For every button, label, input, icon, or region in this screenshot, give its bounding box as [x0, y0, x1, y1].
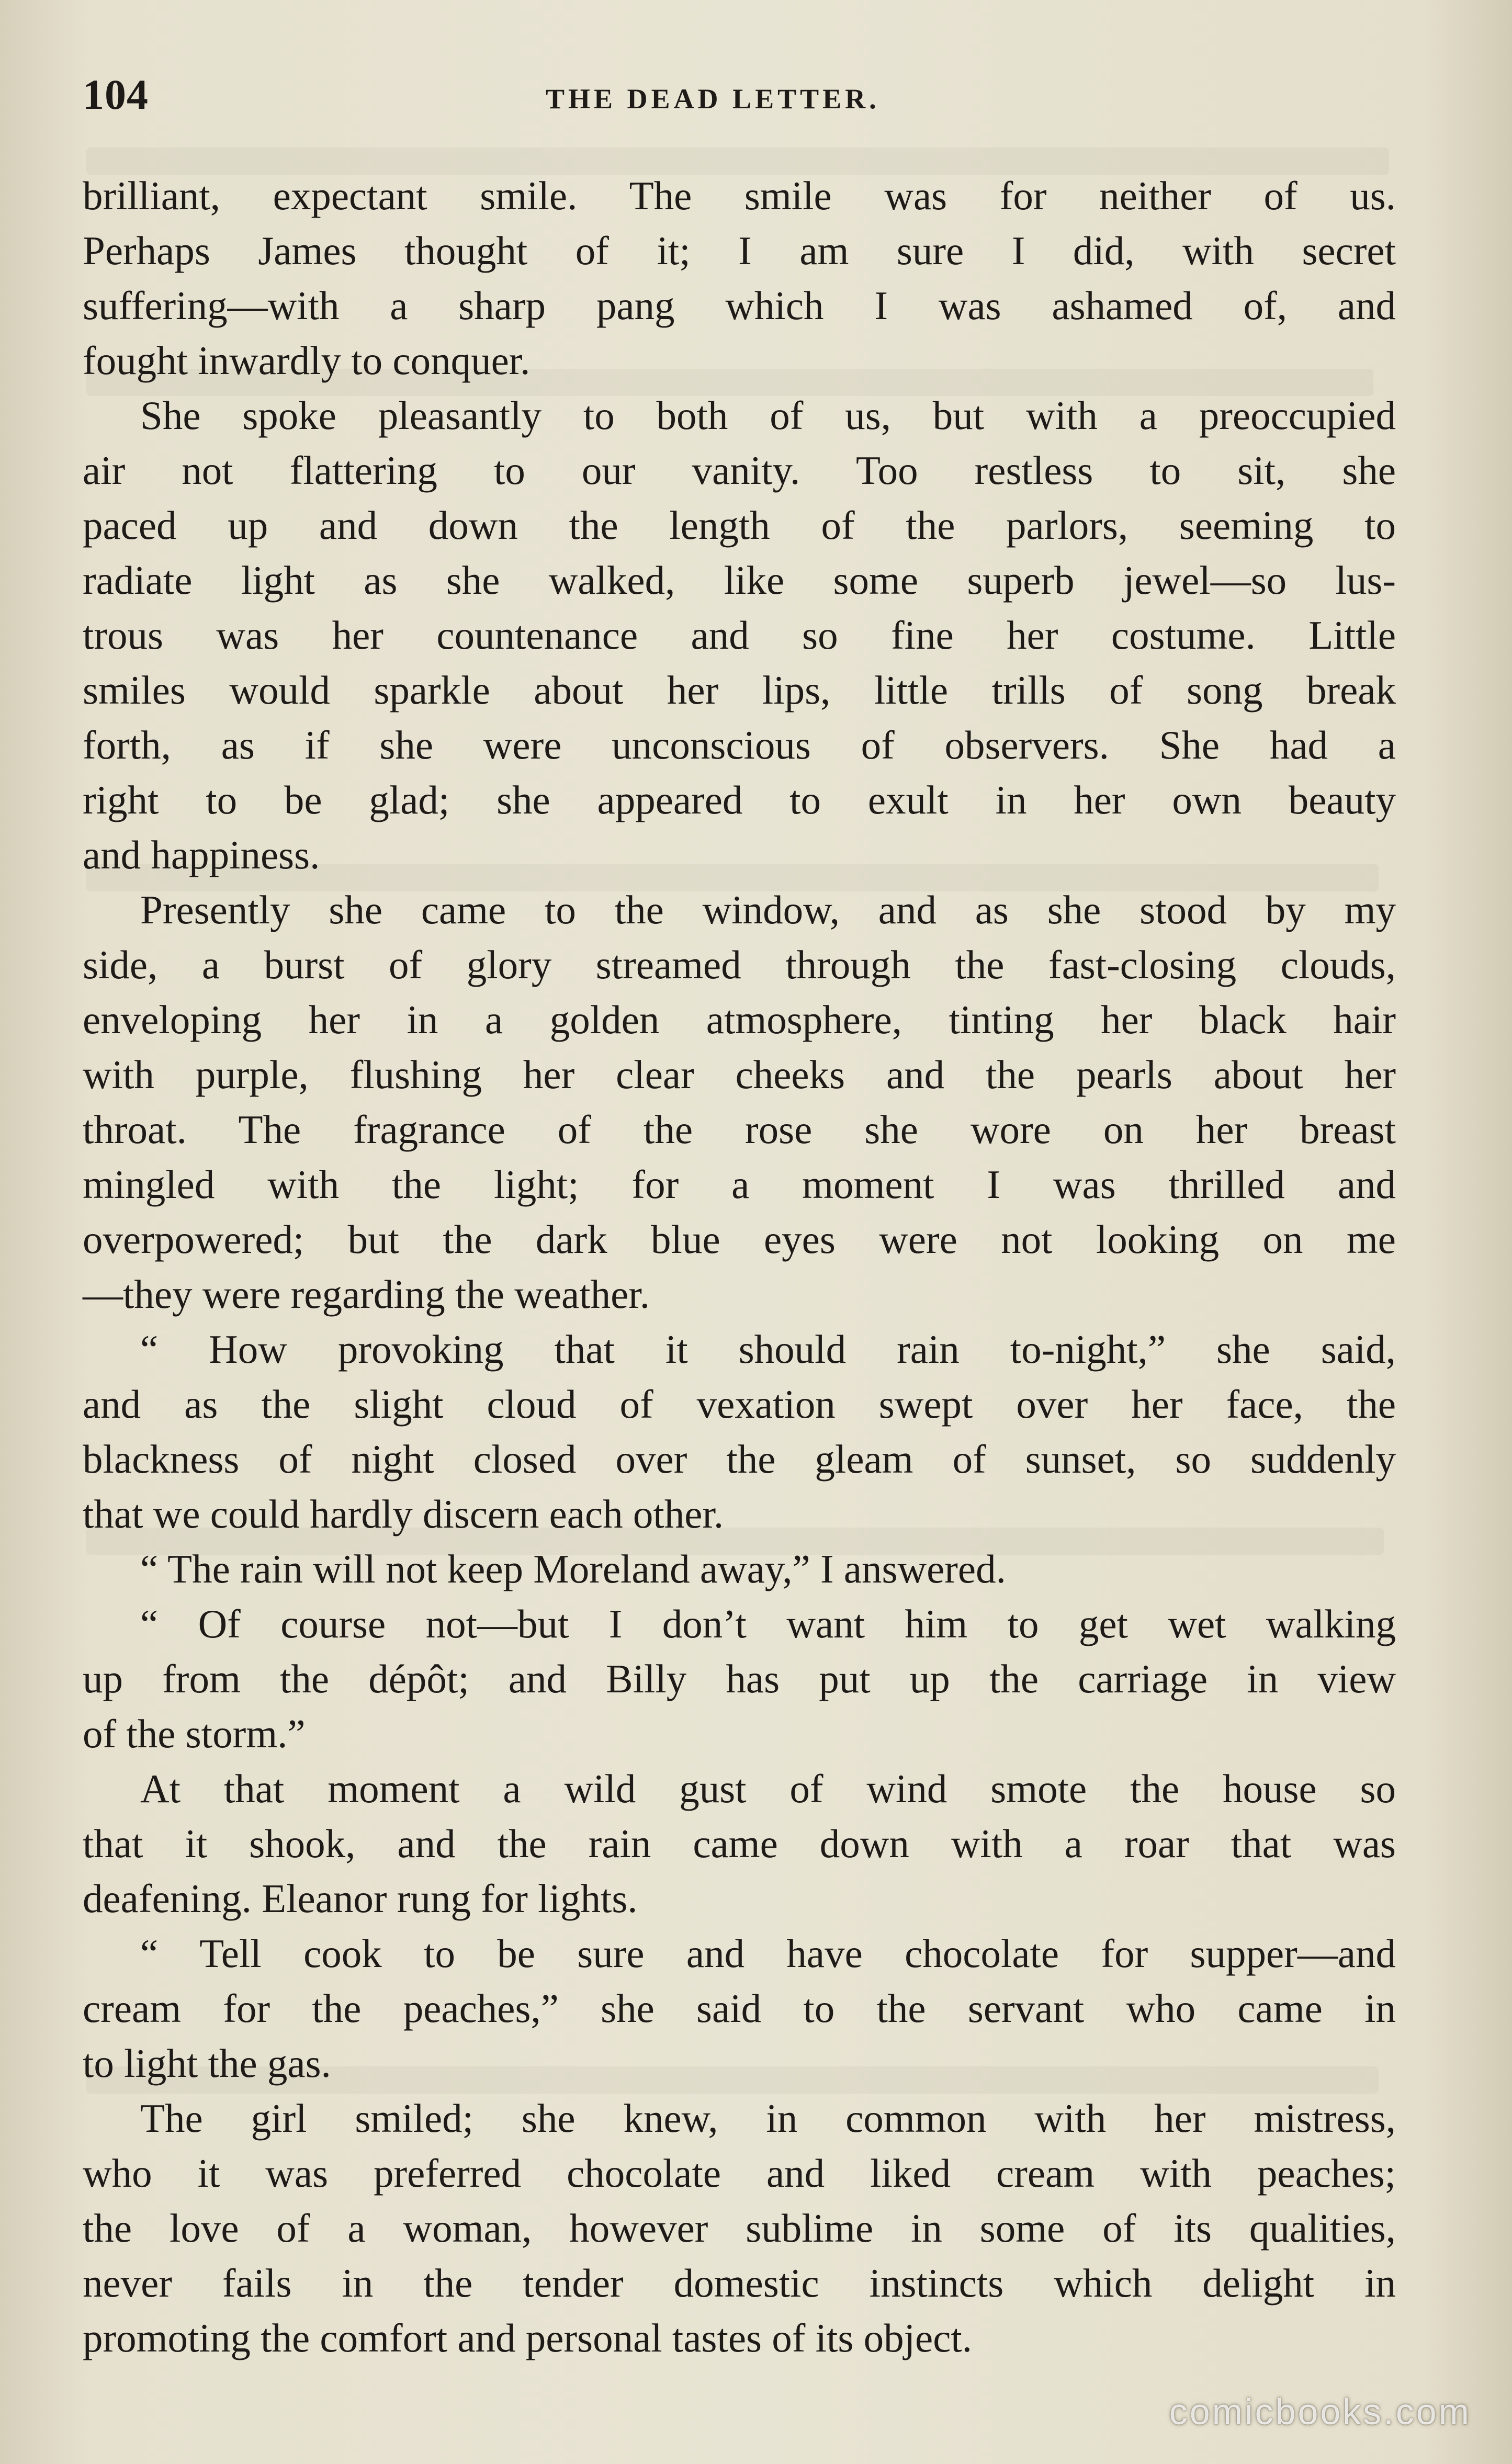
text-line: enveloping her in a golden atmosphere, tinting her black hair — [83, 997, 1396, 1042]
text-line: deafening. Eleanor rung for lights. — [83, 1876, 638, 1921]
text-line: suffering—with a sharp pang which I was ashamed of, and — [83, 283, 1396, 328]
text-line: of the storm.” — [83, 1711, 306, 1756]
text-line: brilliant, expectant smile. The smile was for neither of us. — [83, 173, 1396, 218]
text-line: blackness of night closed over the gleam of sunset, so suddenly — [83, 1437, 1396, 1482]
page-header — [83, 70, 1392, 128]
site-watermark: comicbooks.com — [1169, 2391, 1471, 2432]
text-line: paced up and down the length of the parlors, seeming to — [83, 503, 1396, 548]
paragraph-7 — [83, 1761, 1396, 1926]
text-line: promoting the comfort and personal tastes of its object. — [83, 2315, 973, 2360]
text-line: with purple, flushing her clear cheeks and the pearls about her — [83, 1052, 1396, 1097]
text-line: up from the dépôt; and Billy has put up the carriage in view — [83, 1656, 1396, 1701]
text-line: that it shook, and the rain came down with a roar that was — [83, 1821, 1396, 1866]
text-line: and as the slight cloud of vexation swept over her face, the — [83, 1382, 1396, 1427]
text-line: to light the gas. — [83, 2041, 331, 2086]
text-line: forth, as if she were unconscious of observers. She had a — [83, 722, 1396, 767]
text-line: overpowered; but the dark blue eyes were not looking on me — [83, 1217, 1396, 1262]
text-line: At that moment a wild gust of wind smote the house so — [140, 1766, 1396, 1811]
text-line: mingled with the light; for a moment I was thrilled and — [83, 1162, 1396, 1207]
running-title: THE DEAD LETTER. — [546, 83, 880, 115]
text-line: “ Of course not—but I don’t want him to get wet walking — [140, 1601, 1396, 1646]
text-line: “ The rain will not keep Moreland away,” I answered. — [140, 1546, 1006, 1591]
text-line: trous was her countenance and so fine her costume. Little — [83, 613, 1396, 658]
paragraph-5 — [83, 1542, 1396, 1597]
text-line: never fails in the tender domestic instincts which delight in — [83, 2260, 1396, 2305]
text-line: cream for the peaches,” she said to the servant who came in — [83, 1986, 1396, 2031]
text-line: The girl smiled; she knew, in common with her mistress, — [140, 2096, 1396, 2141]
text-line: radiate light as she walked, like some superb jewel—so lus- — [83, 558, 1396, 603]
text-line: Presently she came to the window, and as she stood by my — [140, 887, 1396, 932]
text-line: throat. The fragrance of the rose she wore on her breast — [83, 1107, 1396, 1152]
text-line: “ How provoking that it should rain to-night,” she said, — [140, 1327, 1396, 1372]
paragraph-1 — [83, 168, 1396, 388]
text-line: that we could hardly discern each other. — [83, 1491, 724, 1536]
paragraph-2 — [83, 388, 1396, 883]
page-number: 104 — [83, 71, 149, 118]
paragraph-4 — [83, 1322, 1396, 1542]
paragraph-8 — [83, 1926, 1396, 2091]
body-text — [83, 168, 1396, 2366]
text-line: the love of a woman, however sublime in some of its qualities, — [83, 2206, 1396, 2251]
text-line: who it was preferred chocolate and liked cream with peaches; — [83, 2151, 1396, 2196]
text-line: air not flattering to our vanity. Too restless to sit, she — [83, 448, 1396, 493]
paragraph-3 — [83, 883, 1396, 1322]
text-line: and happiness. — [83, 832, 320, 877]
text-line: fought inwardly to conquer. — [83, 338, 531, 383]
text-line: Perhaps James thought of it; I am sure I did, with secret — [83, 228, 1396, 273]
text-line: side, a burst of glory streamed through the fast-closing clouds, — [83, 942, 1396, 987]
text-line: She spoke pleasantly to both of us, but with a preoccupied — [140, 393, 1396, 438]
paragraph-6 — [83, 1597, 1396, 1761]
text-line: smiles would sparkle about her lips, little trills of song break — [83, 668, 1396, 713]
text-line: —they were regarding the weather. — [83, 1272, 650, 1317]
paragraph-9 — [83, 2091, 1396, 2366]
text-line: “ Tell cook to be sure and have chocolate for supper—and — [140, 1931, 1396, 1976]
text-line: right to be glad; she appeared to exult in her own beauty — [83, 777, 1396, 822]
